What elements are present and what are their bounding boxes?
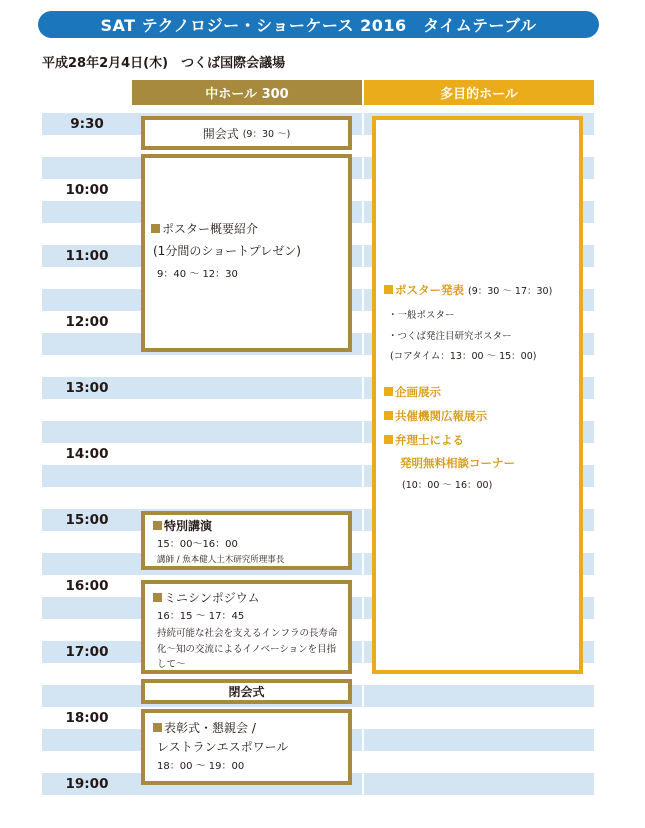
time-label: 15:00 [65, 512, 109, 528]
mini-symposium-desc-line: 持続可能な社会を支えるインフラの長寿命 [157, 628, 338, 639]
mini-symposium-desc-line: して～ [157, 659, 186, 670]
time-label: 17:00 [65, 644, 109, 660]
opening-ceremony-title: 開会式 [202, 126, 239, 141]
poster-item-tsukuba: ・つくば発注目研究ポスター [388, 331, 512, 342]
closing-ceremony-title: 閉会式 [228, 685, 265, 699]
column-divider [362, 113, 364, 795]
special-lecture-title: 特別講演 [164, 519, 213, 533]
multi-hall-block [372, 116, 583, 674]
poster-intro-title: ポスター概要紹介 [162, 222, 259, 236]
poster-core-time: (コアタイム：13：00 ～ 15：00) [390, 351, 537, 362]
mini-symposium-heading [153, 589, 260, 606]
poster-presentation-title: ポスター発表 [395, 283, 464, 297]
time-label: 14:00 [65, 446, 109, 462]
awards-reception-time: 18：00 ～ 19：00 [157, 761, 245, 772]
poster-intro-time: 9：40 ～ 12：30 [157, 269, 238, 280]
column-header-main-hall: 中ホール 300 [132, 80, 362, 105]
patent-consult-subtitle: 発明無料相談コーナー [400, 456, 515, 470]
time-label: 10:00 [65, 182, 109, 198]
patent-consult-heading [384, 432, 464, 448]
event-date-venue: 平成28年2月4日(木) つくば国際会議場 [42, 56, 286, 71]
poster-item-general: ・一般ポスター [388, 310, 455, 321]
square-bullet-icon [384, 435, 393, 444]
mini-symposium-time: 16：15 ～ 17：45 [157, 611, 245, 622]
awards-reception-title: 表彰式・懇親会 / [164, 721, 256, 735]
poster-intro-heading [151, 220, 258, 237]
mini-symposium-title: ミニシンポジウム [164, 591, 260, 605]
poster-intro-subtitle: (1分間のショートプレゼン) [153, 244, 301, 258]
planning-exhibit-heading [384, 384, 441, 400]
poster-presentation-time: (9：30 ～ 17：30) [468, 286, 553, 297]
poster-intro-block [141, 154, 352, 352]
square-bullet-icon [153, 723, 162, 732]
patent-consult-title: 弁理士による [395, 433, 464, 447]
closing-ceremony-block [141, 679, 352, 704]
co-host-exhibit-heading [384, 408, 487, 424]
time-label: 9:30 [70, 116, 104, 132]
awards-reception-venue: レストランエスポワール [157, 740, 289, 754]
mini-symposium-desc-line: 化～知の交流によるイノベーションを目指 [157, 644, 337, 655]
square-bullet-icon [153, 593, 162, 602]
co-host-exhibit-title: 共催機関広報展示 [395, 409, 487, 423]
mini-symposium-block [141, 580, 352, 674]
page-title: SAT テクノロジー・ショーケース 2016 タイムテーブル [38, 11, 599, 38]
special-lecture-time: 15：00～16：00 [157, 539, 238, 550]
awards-reception-block [141, 709, 352, 785]
opening-ceremony-block [141, 116, 352, 150]
time-label: 16:00 [65, 578, 109, 594]
special-lecture-speaker: 講師 / 魚本健人土木研究所理事長 [157, 555, 285, 565]
column-header-multi-hall: 多目的ホール [364, 80, 594, 105]
planning-exhibit-title: 企画展示 [395, 385, 441, 399]
special-lecture-heading [153, 517, 212, 534]
square-bullet-icon [151, 224, 160, 233]
special-lecture-block [141, 511, 352, 570]
time-label: 13:00 [65, 380, 109, 396]
square-bullet-icon [384, 387, 393, 396]
patent-consult-time: (10：00 ～ 16：00) [402, 480, 493, 491]
time-label: 18:00 [65, 710, 109, 726]
time-label: 11:00 [65, 248, 109, 264]
poster-presentation-heading [384, 282, 552, 298]
square-bullet-icon [153, 521, 162, 530]
time-label: 19:00 [65, 776, 109, 792]
square-bullet-icon [384, 411, 393, 420]
opening-ceremony-time: (9：30 ～) [242, 129, 291, 140]
time-label: 12:00 [65, 314, 109, 330]
square-bullet-icon [384, 285, 393, 294]
awards-reception-heading [153, 719, 256, 736]
